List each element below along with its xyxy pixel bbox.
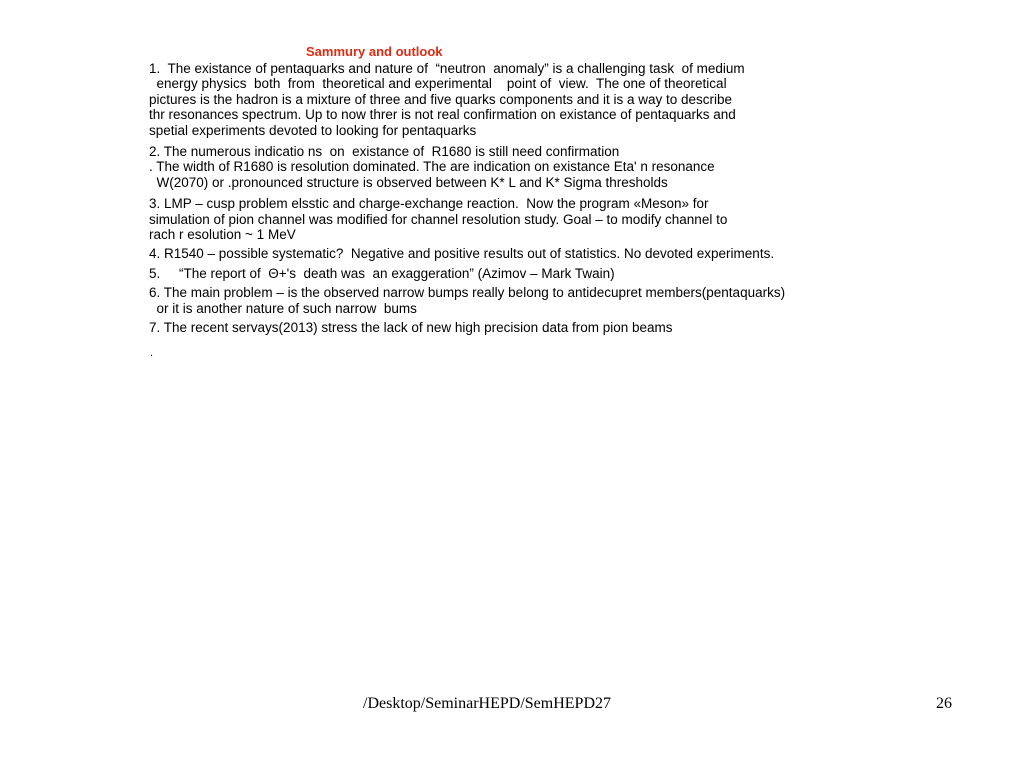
paragraph-6: [149, 285, 909, 316]
paragraph-line: thr resonances spectrum. Up to now threr is not real confirmation on existance of pentaquarks and: [149, 107, 736, 123]
paragraph-line: or it is another nature of such narrow bums: [149, 300, 417, 316]
paragraph-1: [149, 61, 909, 138]
paragraph-7: [149, 320, 909, 335]
paragraph-line: simulation of pion channel was modified for channel resolution study. Goal – to modify channel to: [149, 211, 728, 227]
paragraph-line: 7. The recent servays(2013) stress the lack of new high precision data from pion beams: [149, 320, 673, 336]
footer-path: /Desktop/SeminarHEPD/SemHEPD27: [363, 695, 611, 712]
paragraph-4: [149, 246, 909, 261]
paragraph-line: rach r esolution ~ 1 MeV: [149, 227, 296, 243]
trailing-mark: .: [150, 347, 154, 359]
paragraph-2: [149, 144, 909, 190]
paragraph-line: 4. R1540 – possible systematic? Negative and positive results out of statistics. No devoted experiments.: [149, 246, 775, 262]
paragraph-line: 2. The numerous indicatio ns on existance of R1680 is still need confirmation: [149, 144, 620, 160]
paragraph-line: 5. “The report of Θ+'s death was an exaggeration” (Azimov – Mark Twain): [149, 265, 615, 281]
slide-title: Sammury and outlook: [306, 44, 443, 59]
paragraph-line: 6. The main problem – is the observed narrow bumps really belong to antidecupret members(pentaquarks): [149, 285, 786, 301]
paragraph-3: [149, 196, 909, 242]
paragraph-line: W(2070) or .pronounced structure is observed between K* L and K* Sigma thresholds: [149, 174, 668, 190]
slide-body: [149, 61, 909, 336]
paragraph-line: pictures is the hadron is a mixture of three and five quarks components and it is a way to describe: [149, 91, 733, 107]
paragraph-5: [149, 266, 909, 281]
paragraph-line: 1. The existance of pentaquarks and nature of “neutron anomaly” is a challenging task of medium: [149, 61, 745, 76]
paragraph-line: 3. LMP – cusp problem elsstic and charge-exchange reaction. Now the program «Meson» for: [149, 196, 709, 212]
page-number: 26: [936, 695, 952, 712]
paragraph-line: . The width of R1680 is resolution dominated. The are indication on existance Eta' n resonance: [149, 159, 715, 175]
paragraph-line: energy physics both from theoretical and experimental point of view. The one of theoretical: [149, 76, 727, 92]
paragraph-line: spetial experiments devoted to looking for pentaquarks: [149, 122, 477, 138]
